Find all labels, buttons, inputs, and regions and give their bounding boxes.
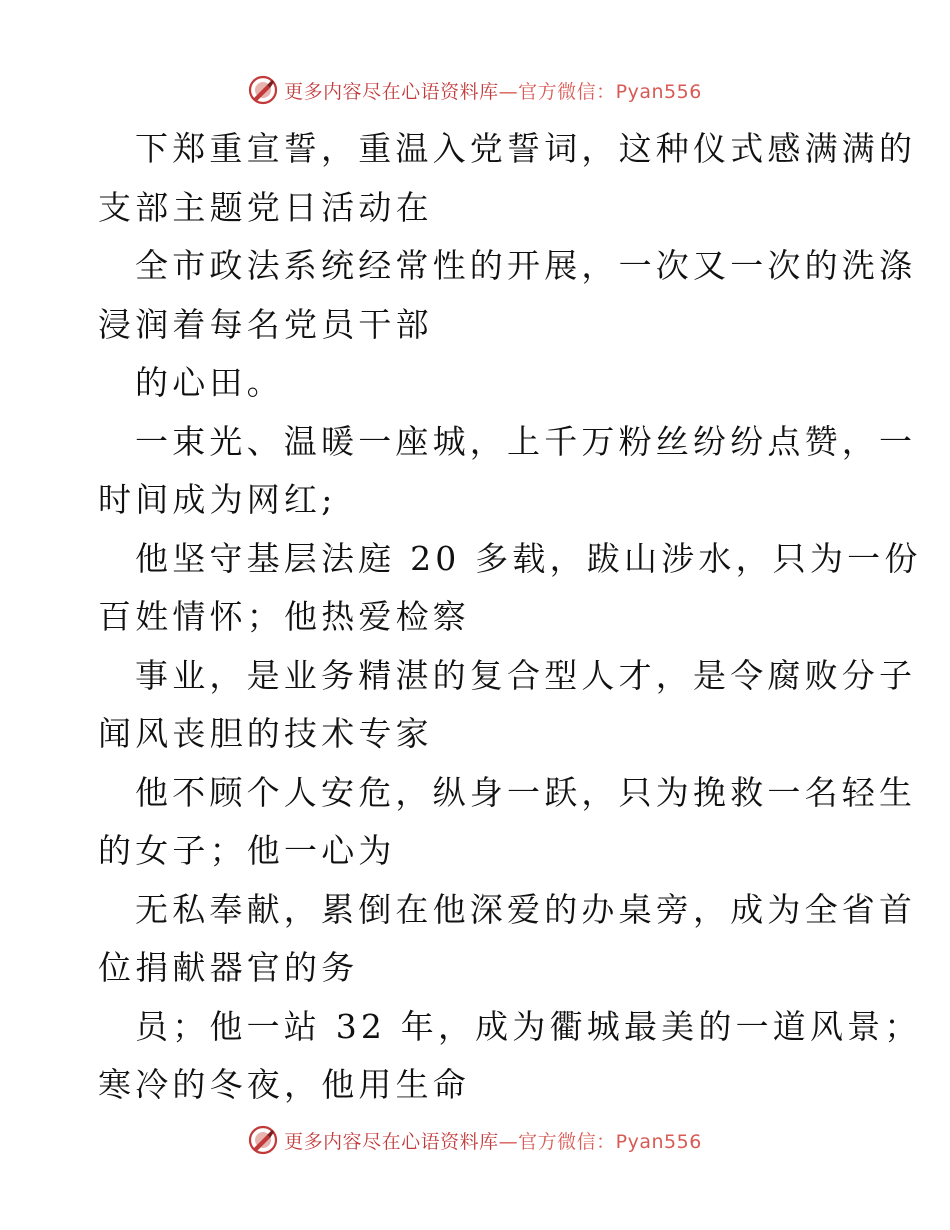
text-line: 百姓情怀；他热爱检察 — [98, 597, 470, 636]
text-line: 浸润着每名党员干部 — [98, 304, 433, 344]
text-line: 支部主题党日活动在 — [98, 187, 433, 227]
text-line: 他不顾个人安危，纵身一跃，只为挽救一名轻生 — [135, 772, 917, 812]
text-line: 事业，是业务精湛的复合型人才，是令腐败分子 — [135, 655, 917, 695]
footer-banner-text — [284, 1127, 702, 1154]
header-banner-main: 更多内容尽在心语资料库 — [284, 80, 499, 103]
text-line: 的女子；他一心为 — [98, 831, 396, 870]
footer-banner-main: 更多内容尽在心语资料库 — [284, 1130, 499, 1153]
text-line: 寒冷的冬夜，他用生命 — [98, 1065, 470, 1104]
footer-banner-sub: —官方微信：Pyan556 — [498, 1130, 702, 1153]
text-line: 闻风丧胆的技术专家 — [98, 714, 433, 753]
text-line: 一束光、温暖一座城，上千万粉丝纷纷点赞，一 — [135, 421, 917, 461]
header-banner-sub: —官方微信：Pyan556 — [498, 80, 702, 103]
pen-nib-logo-icon — [248, 75, 278, 105]
text-line: 他坚守基层法庭 20 多载，跋山涉水，只为一份 — [135, 538, 922, 578]
text-line: 下郑重宣誓，重温入党誓词，这种仪式感满满的 — [135, 129, 917, 168]
header-banner — [0, 72, 950, 108]
text-line: 无私奉献，累倒在他深爱的办桌旁，成为全省首 — [135, 889, 917, 929]
text-line: 位捐献器官的务 — [98, 948, 359, 987]
footer-banner — [0, 1122, 950, 1158]
text-line: 时间成为网红; — [98, 480, 337, 519]
document-body — [98, 120, 922, 1115]
text-line: 的心田。 — [135, 363, 284, 402]
text-line: 全市政法系统经常性的开展，一次又一次的洗涤 — [135, 246, 917, 285]
text-line: 员；他一站 32 年，成为衢城最美的一道风景； — [135, 1006, 922, 1046]
header-banner-text — [284, 77, 702, 104]
pen-nib-logo-icon — [248, 1125, 278, 1155]
